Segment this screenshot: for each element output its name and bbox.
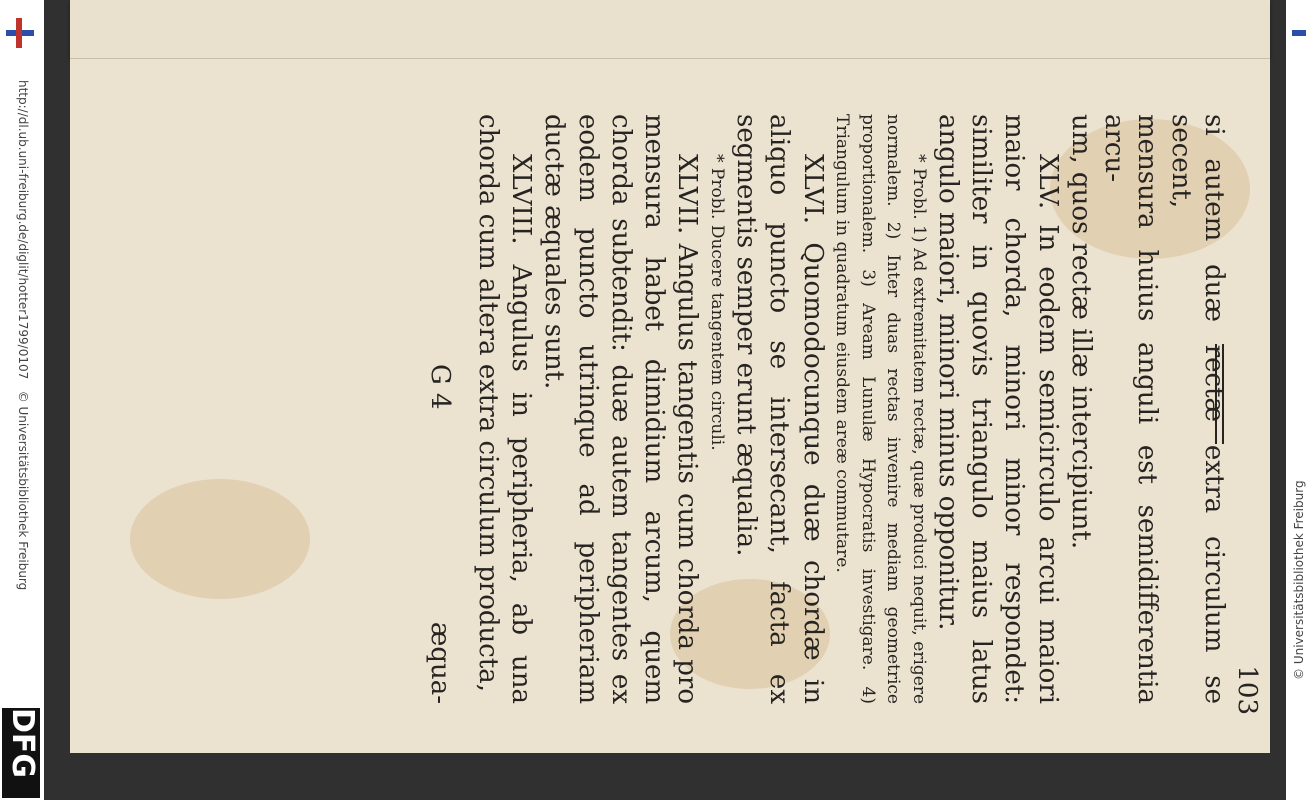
text-line: um, quos rectæ illæ intercipiunt.: [1065, 114, 1096, 550]
book-page: [70, 58, 1270, 753]
previous-page-edge: [70, 0, 1270, 58]
page-text: [423, 114, 1230, 704]
text-line: si autem duæ rectæ extra circulum se secent,: [1165, 114, 1229, 704]
dfg-logo: DFG: [2, 708, 40, 798]
page-footer: [423, 114, 456, 704]
page-content-rotated: [70, 59, 1270, 753]
signature-mark: G 4: [425, 364, 456, 410]
section-xlv: XLV. In eodem semicirculo arcui maiori maior chorda, minori minor respondet: similiter in quovis triangulo maius latus angulo maiori, minori minus opponitur.: [932, 114, 1063, 705]
text-line: mensura huius anguli est semidifferentia arcu-: [1099, 114, 1163, 704]
page-number: 103: [1232, 665, 1262, 715]
section-xlviii: XLVIII. Angulus in peripheria, ab una chorda cum altera extra circulum producta,: [472, 114, 536, 704]
catchword: æqua-: [425, 621, 456, 704]
section-xlvii: XLVII. Angulus tangentis cum chorda pro mensura habet dimidium arcum, quem chorda subtendit: duæ autem tangentes ex eodem puncto utrinque ad peripheriam ductæ æquales sunt.: [539, 114, 703, 705]
right-credit: © Universitätsbibliothek Freiburg: [1292, 480, 1306, 680]
section-xlvi: XLVI. Quomodocunque duæ chordæ in aliquo puncto se intersecant, facta ex segmentis semper erunt æqualia.: [731, 114, 828, 704]
viewer-logo-icon: [1292, 30, 1306, 36]
problem-note: * Probl. Ducere tangentem circuli.: [706, 154, 727, 451]
viewer-right-strip: [1286, 0, 1310, 800]
viewer-url[interactable]: http://dl.ub.uni-freiburg.de/diglit/hotter1799/0107 © Universitätsbibliothek Freiburg: [16, 80, 30, 591]
problem-note: * Probl. 1) Ad extremitatem rectæ, quæ produci nequit, erigere normalem. 2) Inter duas rectas invenire mediam geometrice proportionalem. 3) Aream Lunulæ Hypocratis investigare. 4) Triangulum in quadratum eiusdem areæ commutare.: [832, 114, 929, 704]
viewer-logo-icon: [6, 30, 34, 36]
viewer-left-strip: [0, 0, 44, 800]
